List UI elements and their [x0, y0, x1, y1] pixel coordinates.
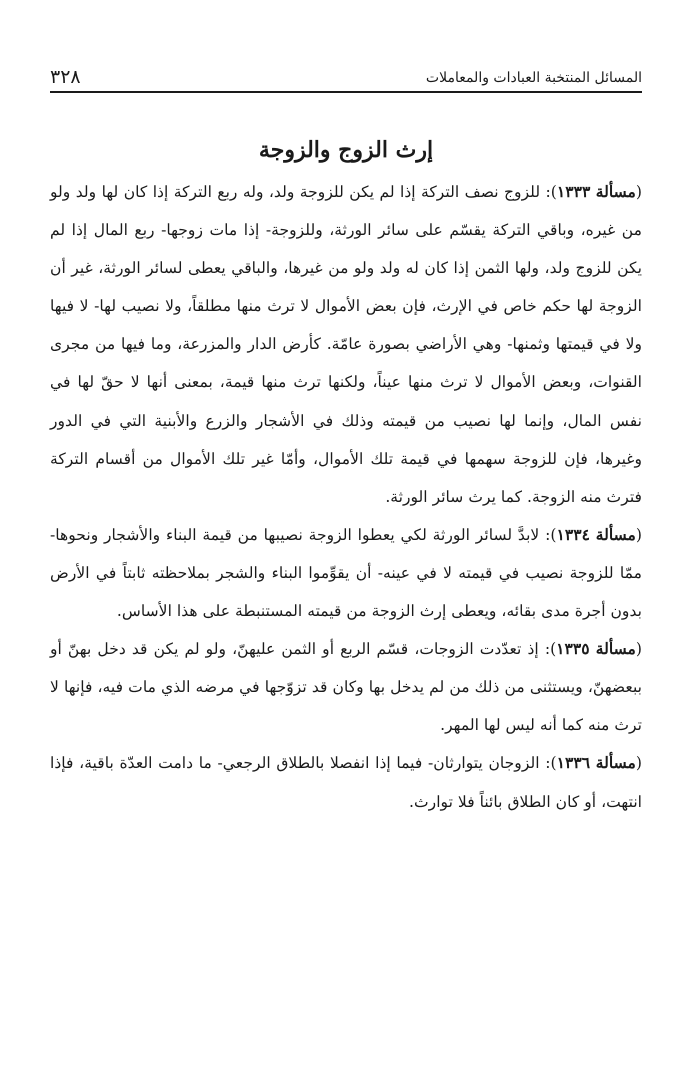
section-title: إرث الزوج والزوجة: [258, 137, 434, 163]
masala-body: إذ تعدّدت الزوجات، قسّم الربع أو الثمن عليهنّ، ولو لم يكن قد دخل بهنّ أو ببعضهنّ، ويستثنى من ذلك من لم يدخل بها وكان قد تزوّجها في مرضه الذي مات فيه، فإنها لا ترث منه كما أنه ليس لها المهر.: [50, 640, 642, 735]
masala-1335: [50, 630, 642, 744]
masala-close-paren: ):: [545, 525, 557, 544]
masala-close-paren: ):: [544, 640, 557, 659]
page-number: ٣٢٨: [50, 66, 81, 88]
running-title: المسائل المنتخبة العبادات والمعاملات: [425, 70, 642, 86]
masala-close-paren: ):: [545, 183, 557, 201]
masala-close-paren: ):: [545, 754, 557, 773]
masala-label: مسألة: [595, 182, 636, 201]
masala-1334: [50, 516, 642, 630]
masala-label: مسألة: [595, 753, 636, 773]
masala-number: ١٣٣٣: [556, 182, 591, 201]
page-body: [50, 60, 642, 1040]
masala-body: لابدَّ لسائر الورثة لكي يعطوا الزوجة نصيبها من قيمة البناء والأشجار ونحوها- ممّا للزوجة نصيب في قيمته لا في عينه- أن يقوِّموا البناء والشجر بملاحظته ثابتاً في الأرض بدون أجرة مدى بقائه، ويعطى إرث الزوجة من قيمته المستنبطة على هذا الأساس.: [50, 525, 643, 621]
masala-number: ١٣٣٤: [556, 524, 590, 544]
masala-label: مسألة: [595, 639, 636, 659]
masala-number: ١٣٣٦: [556, 753, 591, 773]
masala-1333: [50, 173, 642, 516]
running-header: [50, 60, 642, 93]
masala-open-paren: (: [635, 525, 643, 544]
masala-1336: [50, 744, 642, 820]
masala-open-paren: (: [635, 640, 642, 659]
masala-body: للزوج نصف التركة إذا لم يكن للزوجة ولد، وله ربع التركة إذا كان لها ولد ولو من غيره، وباقي التركة يقسّم على سائر الورثة، وللزوجة- إذا مات زوجها- ربع المال إذا لم يكن للزوج ولد، ولها الثمن إذا كان له ولد ولو من غيرها، والباقي يعطى لسائر الورثة، غير أن الزوجة لها حكم خاص في الإرث، فإن بعض الأموال لا ترث منها مطلقاً، ولا نصيب لها- لا فيها ولا في قيمتها وثمنها- وهي الأراضي بصورة عامّة. كأرض الدار والمزرعة، وما فيها من مجرى القنوات، وبعض الأموال لا ترث منها عيناً، ولكنها ترث منها قيمة، بمعنى أنها لا حقّ لها في نفس المال، وإنما لها نصيب من قيمته وذلك في الأشجار والزرع والأبنية التي في الدور وغيرها، فإن للزوجة سهمها في قيمة تلك الأموال، وأمّا غير تلك الأموال من أقسام التركة فترث منه الزوجة. كما يرث سائر الورثة.: [50, 183, 642, 506]
masala-number: ١٣٣٥: [556, 639, 590, 659]
masala-open-paren: (: [635, 183, 642, 201]
masala-label: مسألة: [595, 524, 636, 544]
masala-body: الزوجان يتوارثان- فيما إذا انفصلا بالطلاق الرجعي- ما دامت العدّة باقية، فإذا انتهت، أو كان الطلاق بائناً فلا توارث.: [50, 754, 642, 811]
masala-open-paren: (: [635, 754, 642, 773]
